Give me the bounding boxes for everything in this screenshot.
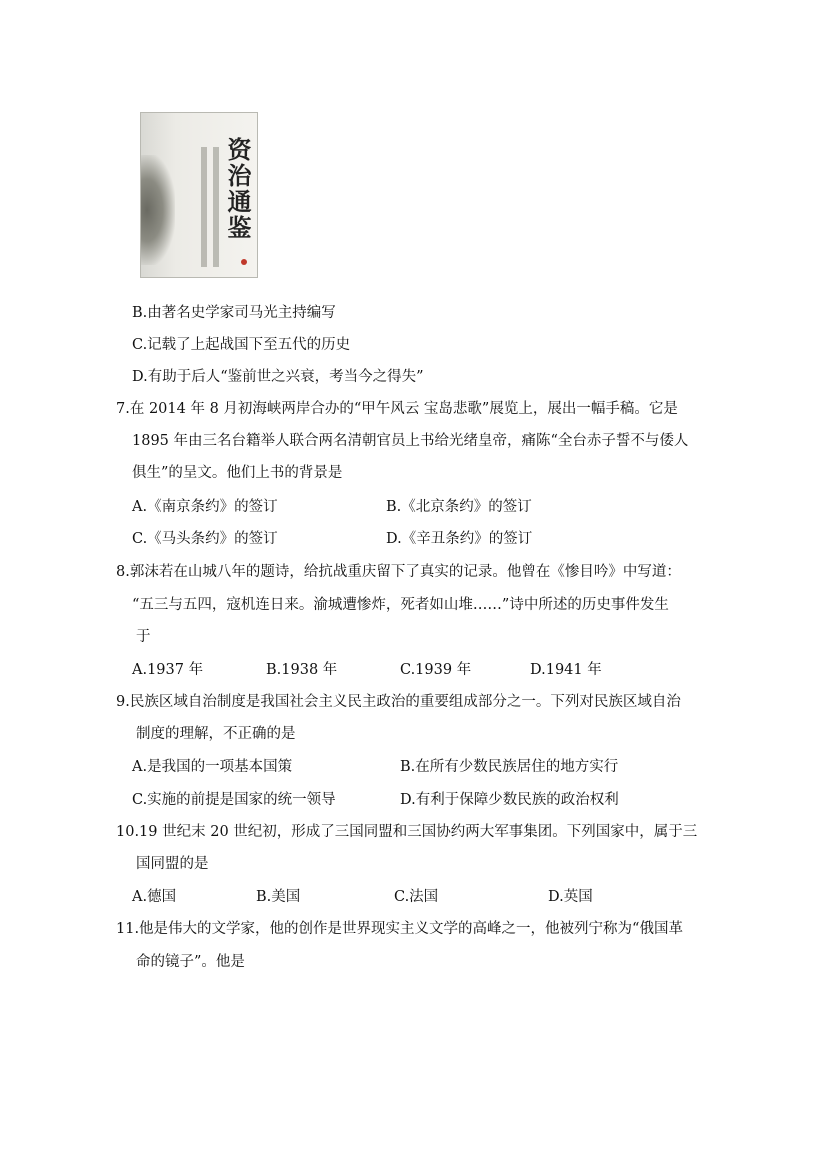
book-cover-image	[140, 112, 258, 278]
q9-option-d: D.有利于保障少数民族的政治权利	[400, 792, 619, 808]
q7-stem-line-1: 7.在 2014 年 8 月初海峡两岸合办的“甲午风云 宝岛悲歌”展览上，展出一幅手稿。它是	[116, 401, 678, 417]
q9-stem-line-2: 制度的理解，不正确的是	[136, 726, 296, 742]
q10-option-d: D.英国	[548, 889, 593, 905]
q9-stem-line-1: 9.民族区域自治制度是我国社会主义民主政治的重要组成部分之一。下列对民族区域自治	[116, 694, 681, 710]
book-title: 资治通鉴	[223, 137, 252, 241]
q11-stem-line-1: 11.他是伟大的文学家，他的创作是世界现实主义文学的高峰之一，他被列宁称为“俄国革	[116, 921, 683, 937]
q8-stem-line-1: 8.郭沫若在山城八年的题诗，给抗战重庆留下了真实的记录。他曾在《惨目吟》中写道：	[116, 564, 681, 580]
q6-option-b: B.由著名史学家司马光主持编写	[132, 305, 336, 321]
q7-stem-line-3: 俱生”的呈文。他们上书的背景是	[132, 465, 343, 481]
q8-option-b: B.1938 年	[266, 662, 338, 678]
q10-option-b: B.美国	[256, 889, 301, 905]
q8-option-c: C.1939 年	[400, 662, 472, 678]
q6-option-d: D.有助于后人“鉴前世之兴衰，考当今之得失”	[132, 369, 424, 385]
book-decoration	[140, 155, 175, 265]
q8-option-d: D.1941 年	[530, 662, 602, 678]
q7-option-b: B.《北京条约》的签订	[386, 499, 532, 515]
q10-option-a: A.德国	[132, 889, 177, 905]
q7-option-d: D.《辛丑条约》的签订	[386, 531, 533, 547]
book-stripe	[213, 147, 219, 267]
q10-stem-line-2: 国同盟的是	[136, 856, 209, 872]
q8-option-a: A.1937 年	[132, 662, 204, 678]
q9-option-b: B.在所有少数民族居住的地方实行	[400, 759, 619, 775]
q10-option-c: C.法国	[394, 889, 439, 905]
book-seal	[241, 259, 247, 265]
book-stripe	[201, 147, 207, 267]
q9-option-c: C.实施的前提是国家的统一领导	[132, 792, 336, 808]
q8-stem-line-3: 于	[136, 629, 151, 645]
q7-option-a: A.《南京条约》的签订	[132, 499, 278, 515]
q6-option-c: C.记载了上起战国下至五代的历史	[132, 337, 351, 353]
q8-stem-line-2: “五三与五四，寇机连日来。渝城遭惨炸，死者如山堆……”诗中所述的历史事件发生	[132, 597, 669, 613]
q11-stem-line-2: 命的镜子”。他是	[136, 954, 245, 970]
q10-stem-line-1: 10.19 世纪末 20 世纪初，形成了三国同盟和三国协约两大军事集团。下列国家中，属于三	[116, 824, 698, 840]
q7-option-c: C.《马头条约》的签订	[132, 531, 278, 547]
q9-option-a: A.是我国的一项基本国策	[132, 759, 293, 775]
q7-stem-line-2: 1895 年由三名台籍举人联合两名清朝官员上书给光绪皇帝，痛陈“全台赤子誓不与倭人	[132, 433, 689, 449]
